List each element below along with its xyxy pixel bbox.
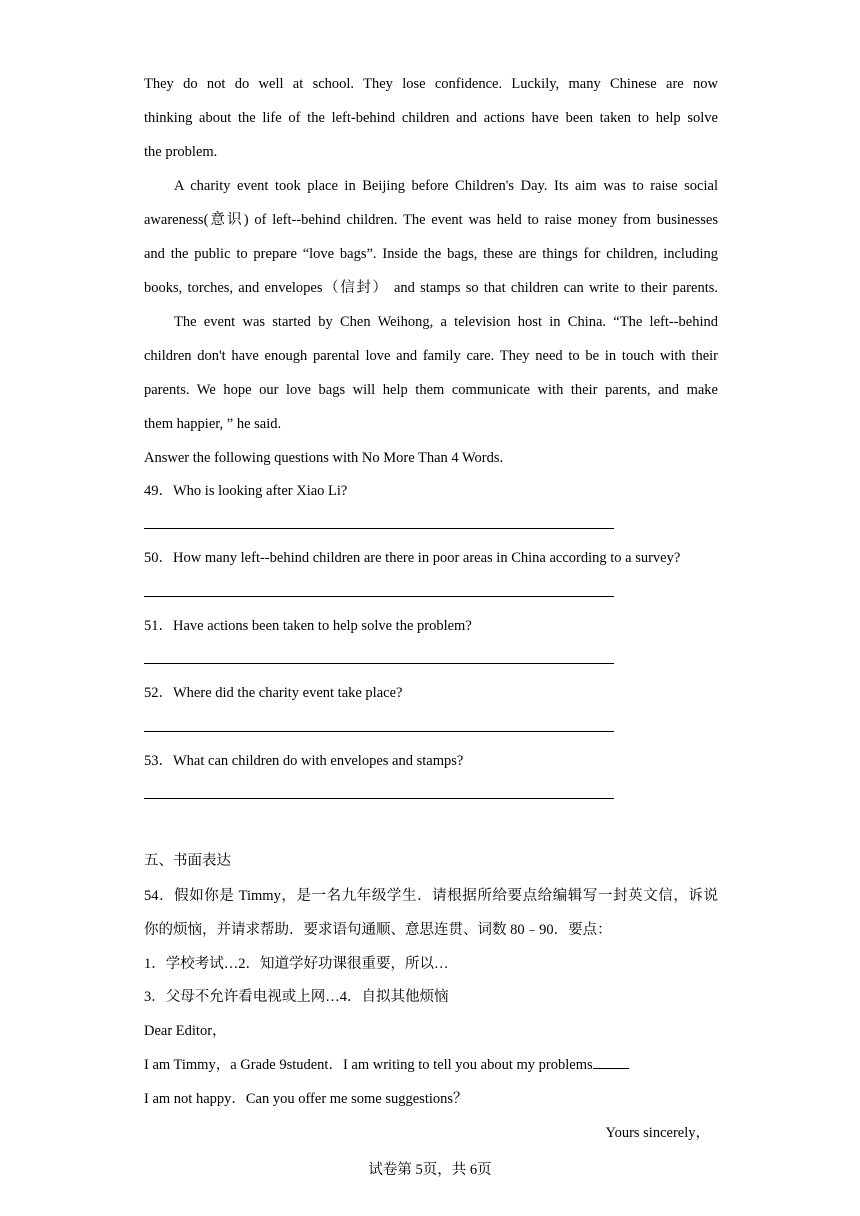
letter-salutation: Dear Editor， xyxy=(144,1023,227,1039)
letter-body-line: I am not happy．Can you offer me some suggestions？ xyxy=(144,1091,468,1107)
passage-line: the problem. xyxy=(144,144,218,160)
passage-line: A charity event took place in Beijing before Children's Day. Its aim was to raise social xyxy=(174,178,718,194)
question-52: 52．Where did the charity event take place? xyxy=(144,685,403,701)
letter-closing: Yours sincerely， xyxy=(605,1125,710,1141)
passage-line: parents. We hope our love bags will help them communicate with their parents, and make xyxy=(144,382,718,398)
writing-prompt-line: 3．父母不允许看电视或上网…4．自拟其他烦恼 xyxy=(144,989,449,1005)
writing-prompt-line: 你的烦恼，并请求帮助．要求语句通顺、意思连贯、词数 80﹣90．要点： xyxy=(144,922,612,938)
answer-line-51[interactable] xyxy=(144,663,614,664)
passage-line: children don't have enough parental love and family care. They need to be in touch with their xyxy=(144,348,718,364)
question-51: 51．Have actions been taken to help solve the problem? xyxy=(144,618,472,634)
answer-line-49[interactable] xyxy=(144,528,614,529)
answer-line-53[interactable] xyxy=(144,798,614,799)
answer-line-52[interactable] xyxy=(144,731,614,732)
question-53: 53．What can children do with envelopes and stamps? xyxy=(144,753,464,769)
letter-body-text: I am Timmy，a Grade 9student．I am writing to tell you about my problems xyxy=(144,1057,593,1073)
passage-line: The event was started by Chen Weihong, a television host in China. “The left--behind xyxy=(174,314,718,330)
passage-line: books, torches, and envelopes（信封） and stamps so that children can write to their parents. xyxy=(144,280,718,296)
passage-line: and the public to prepare “love bags”. Inside the bags, these are things for children, including xyxy=(144,246,718,262)
question-50: 50．How many left--behind children are there in poor areas in China according to a survey? xyxy=(144,550,681,566)
letter-blank[interactable] xyxy=(593,1056,629,1069)
letter-body-line xyxy=(144,1055,629,1075)
passage-line: awareness(意识) of left--behind children. The event was held to raise money from businesses xyxy=(144,212,718,228)
writing-prompt-line: 1．学校考试…2．知道学好功课很重要，所以… xyxy=(144,956,449,972)
answer-line-50[interactable] xyxy=(144,596,614,597)
instructions: Answer the following questions with No More Than 4 Words. xyxy=(144,450,504,466)
passage-line: They do not do well at school. They lose confidence. Luckily, many Chinese are now xyxy=(144,76,718,92)
writing-prompt-line: 54．假如你是 Timmy，是一名九年级学生．请根据所给要点给编辑写一封英文信，诉说 xyxy=(144,888,718,904)
passage-line: them happier, ” he said. xyxy=(144,416,282,432)
passage-line: thinking about the life of the left-behind children and actions have been taken to help solve xyxy=(144,110,718,126)
section-title: 五、书面表达 xyxy=(144,853,231,869)
page-footer: 试卷第 5页，共 6页 xyxy=(368,1162,492,1178)
question-49: 49．Who is looking after Xiao Li? xyxy=(144,483,348,499)
